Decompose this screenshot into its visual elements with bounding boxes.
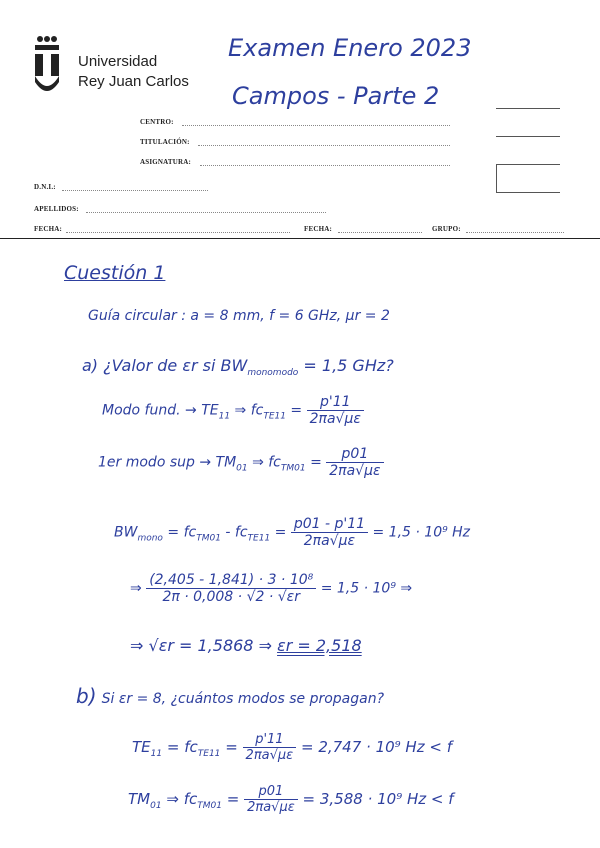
part-a-label: a)	[82, 356, 99, 375]
tm01-num: p01	[244, 784, 298, 800]
fund-fraction	[307, 394, 364, 427]
part-a-sub: monomodo	[247, 368, 299, 378]
equals-symbol: =	[166, 738, 180, 756]
grade-box-line	[496, 192, 560, 193]
sup-fraction	[326, 446, 383, 479]
fc-symbol: fc	[183, 524, 197, 541]
te11-fraction	[243, 732, 297, 763]
equals-symbol: =	[225, 738, 238, 756]
sup-num: p01	[326, 446, 383, 463]
given-data-line: Guía circular : a = 8 mm, f = 6 GHz, μr = 2	[88, 308, 390, 324]
field-apellidos-label: APELLIDOS:	[34, 205, 79, 213]
header-divider	[0, 238, 600, 239]
fund-den: 2πa√με	[309, 411, 361, 427]
equals-symbol: =	[226, 790, 240, 808]
hand-subtitle: Campos - Parte 2	[232, 82, 440, 110]
fc-symbol: fc	[268, 454, 281, 471]
tm01-line	[128, 784, 454, 815]
fc-symbol: fc	[250, 402, 264, 419]
eq-result: = 1,5 · 10⁹ ⇒	[320, 580, 413, 597]
fund-mode-line	[102, 394, 364, 427]
field-fecha-left-line	[66, 232, 290, 233]
er-result: εr = 2,518	[277, 636, 362, 655]
bw-den: 2πa√με	[303, 533, 356, 549]
university-logo-icon	[30, 34, 64, 92]
sqrt-er-text: ⇒ √εr = 1,5868 ⇒	[130, 636, 272, 655]
bandwidth-line: $BW_{mono} = fc_{TM01} - fc_{TE11}$ = $\frac{p01 - p'11}{2\pi a√\mu\varepsilon}$ = 1,5 · 10⁹ Hz	[114, 516, 471, 549]
hand-title: Examen Enero 2023	[228, 34, 472, 62]
sup-mode-sub: 01	[236, 463, 248, 474]
sup-mode-label: 1er modo sup → TM	[98, 454, 237, 471]
field-apellidos-line	[86, 212, 326, 213]
tm01-den: 2πa√με	[247, 800, 295, 815]
te11-num: p'11	[243, 732, 297, 748]
sup-mode-line	[98, 446, 384, 479]
fc-sub-tm01: TM01	[196, 533, 221, 544]
arrow-symbol: ⇒	[130, 580, 142, 597]
question-title: Cuestión 1	[64, 262, 166, 284]
fc-sub-tm01: TM01	[197, 801, 222, 811]
part-b-label: b)	[76, 684, 97, 708]
field-titulacion-label: TITULACIÓN:	[140, 138, 190, 146]
field-titulacion-line	[198, 145, 450, 146]
fc-symbol: fc	[183, 790, 198, 808]
tm01-fraction	[244, 784, 298, 815]
fc-sub-te11: TE11	[247, 533, 271, 544]
bw-fraction	[291, 516, 368, 549]
university-name-line1: Universidad	[78, 53, 158, 70]
equals-symbol: =	[167, 524, 180, 541]
te11-sub: 11	[150, 749, 163, 759]
fc-symbol: fc	[234, 524, 248, 541]
tm01-label: TM	[128, 790, 151, 808]
part-a-question	[82, 356, 394, 378]
grade-box-line	[496, 108, 560, 109]
field-asignatura-line	[200, 165, 450, 166]
university-name-line2: Rey Juan Carlos	[78, 73, 189, 90]
field-fecha-left-label: FECHA:	[34, 225, 63, 233]
eq-num: (2,405 - 1,841) · 3 · 10⁸	[146, 572, 316, 589]
bw-num: p01 - p'11	[291, 516, 368, 533]
te11-label: TE	[132, 738, 151, 756]
field-asignatura-label: ASIGNATURA:	[140, 158, 192, 166]
sqrt-er-line	[130, 636, 362, 655]
fc-sub-te11: TE11	[263, 411, 286, 422]
fc-symbol: fc	[184, 738, 198, 756]
tm01-sub: 01	[150, 801, 162, 811]
sup-den: 2πa√με	[329, 463, 381, 479]
part-b-text: Si εr = 8, ¿cuántos modos se propagan?	[101, 691, 385, 707]
te11-result: = 2,747 · 10⁹ Hz < f	[300, 738, 452, 756]
bw-label: BW	[114, 524, 138, 541]
eq-den: 2π · 0,008 · √2 · √εr	[162, 589, 300, 605]
part-b-question	[76, 684, 384, 708]
field-dni-label: D.N.I.:	[34, 183, 56, 191]
part-a-text: ¿Valor de εr si BW	[103, 356, 248, 375]
arrow-symbol: ⇒	[252, 454, 264, 471]
equals-symbol: =	[274, 524, 287, 541]
equals-symbol: =	[310, 454, 322, 471]
fc-sub-tm01: TM01	[280, 463, 306, 474]
tm01-result: = 3,588 · 10⁹ Hz < f	[302, 790, 454, 808]
fund-mode-label: Modo fund. → TE	[102, 402, 219, 419]
field-grupo-line	[466, 232, 564, 233]
field-fecha-mid-label: FECHA:	[304, 225, 333, 233]
field-centro-line	[182, 125, 450, 126]
part-a-end: = 1,5 GHz?	[303, 356, 394, 375]
grade-box-side	[496, 164, 497, 192]
numeric-equation-line	[130, 572, 412, 605]
arrow-symbol: ⇒	[234, 402, 247, 419]
eq-fraction	[146, 572, 316, 605]
bw-result: = 1,5 · 10⁹ Hz	[372, 524, 471, 541]
arrow-symbol: ⇒	[166, 790, 179, 808]
equals-symbol: =	[290, 402, 303, 419]
te11-den: 2πa√με	[245, 748, 294, 763]
field-centro-label: CENTRO:	[140, 118, 174, 126]
grade-box-line	[496, 164, 560, 165]
fc-sub-te11: TE11	[197, 749, 221, 759]
bw-sub: mono	[137, 533, 163, 544]
fund-mode-sub: 11	[218, 411, 231, 422]
field-grupo-label: GRUPO:	[432, 225, 461, 233]
field-fecha-mid-line	[338, 232, 422, 233]
fund-num: p'11	[307, 394, 364, 411]
field-dni-line	[62, 190, 208, 191]
grade-box-line	[496, 136, 560, 137]
te11-line	[132, 732, 452, 763]
